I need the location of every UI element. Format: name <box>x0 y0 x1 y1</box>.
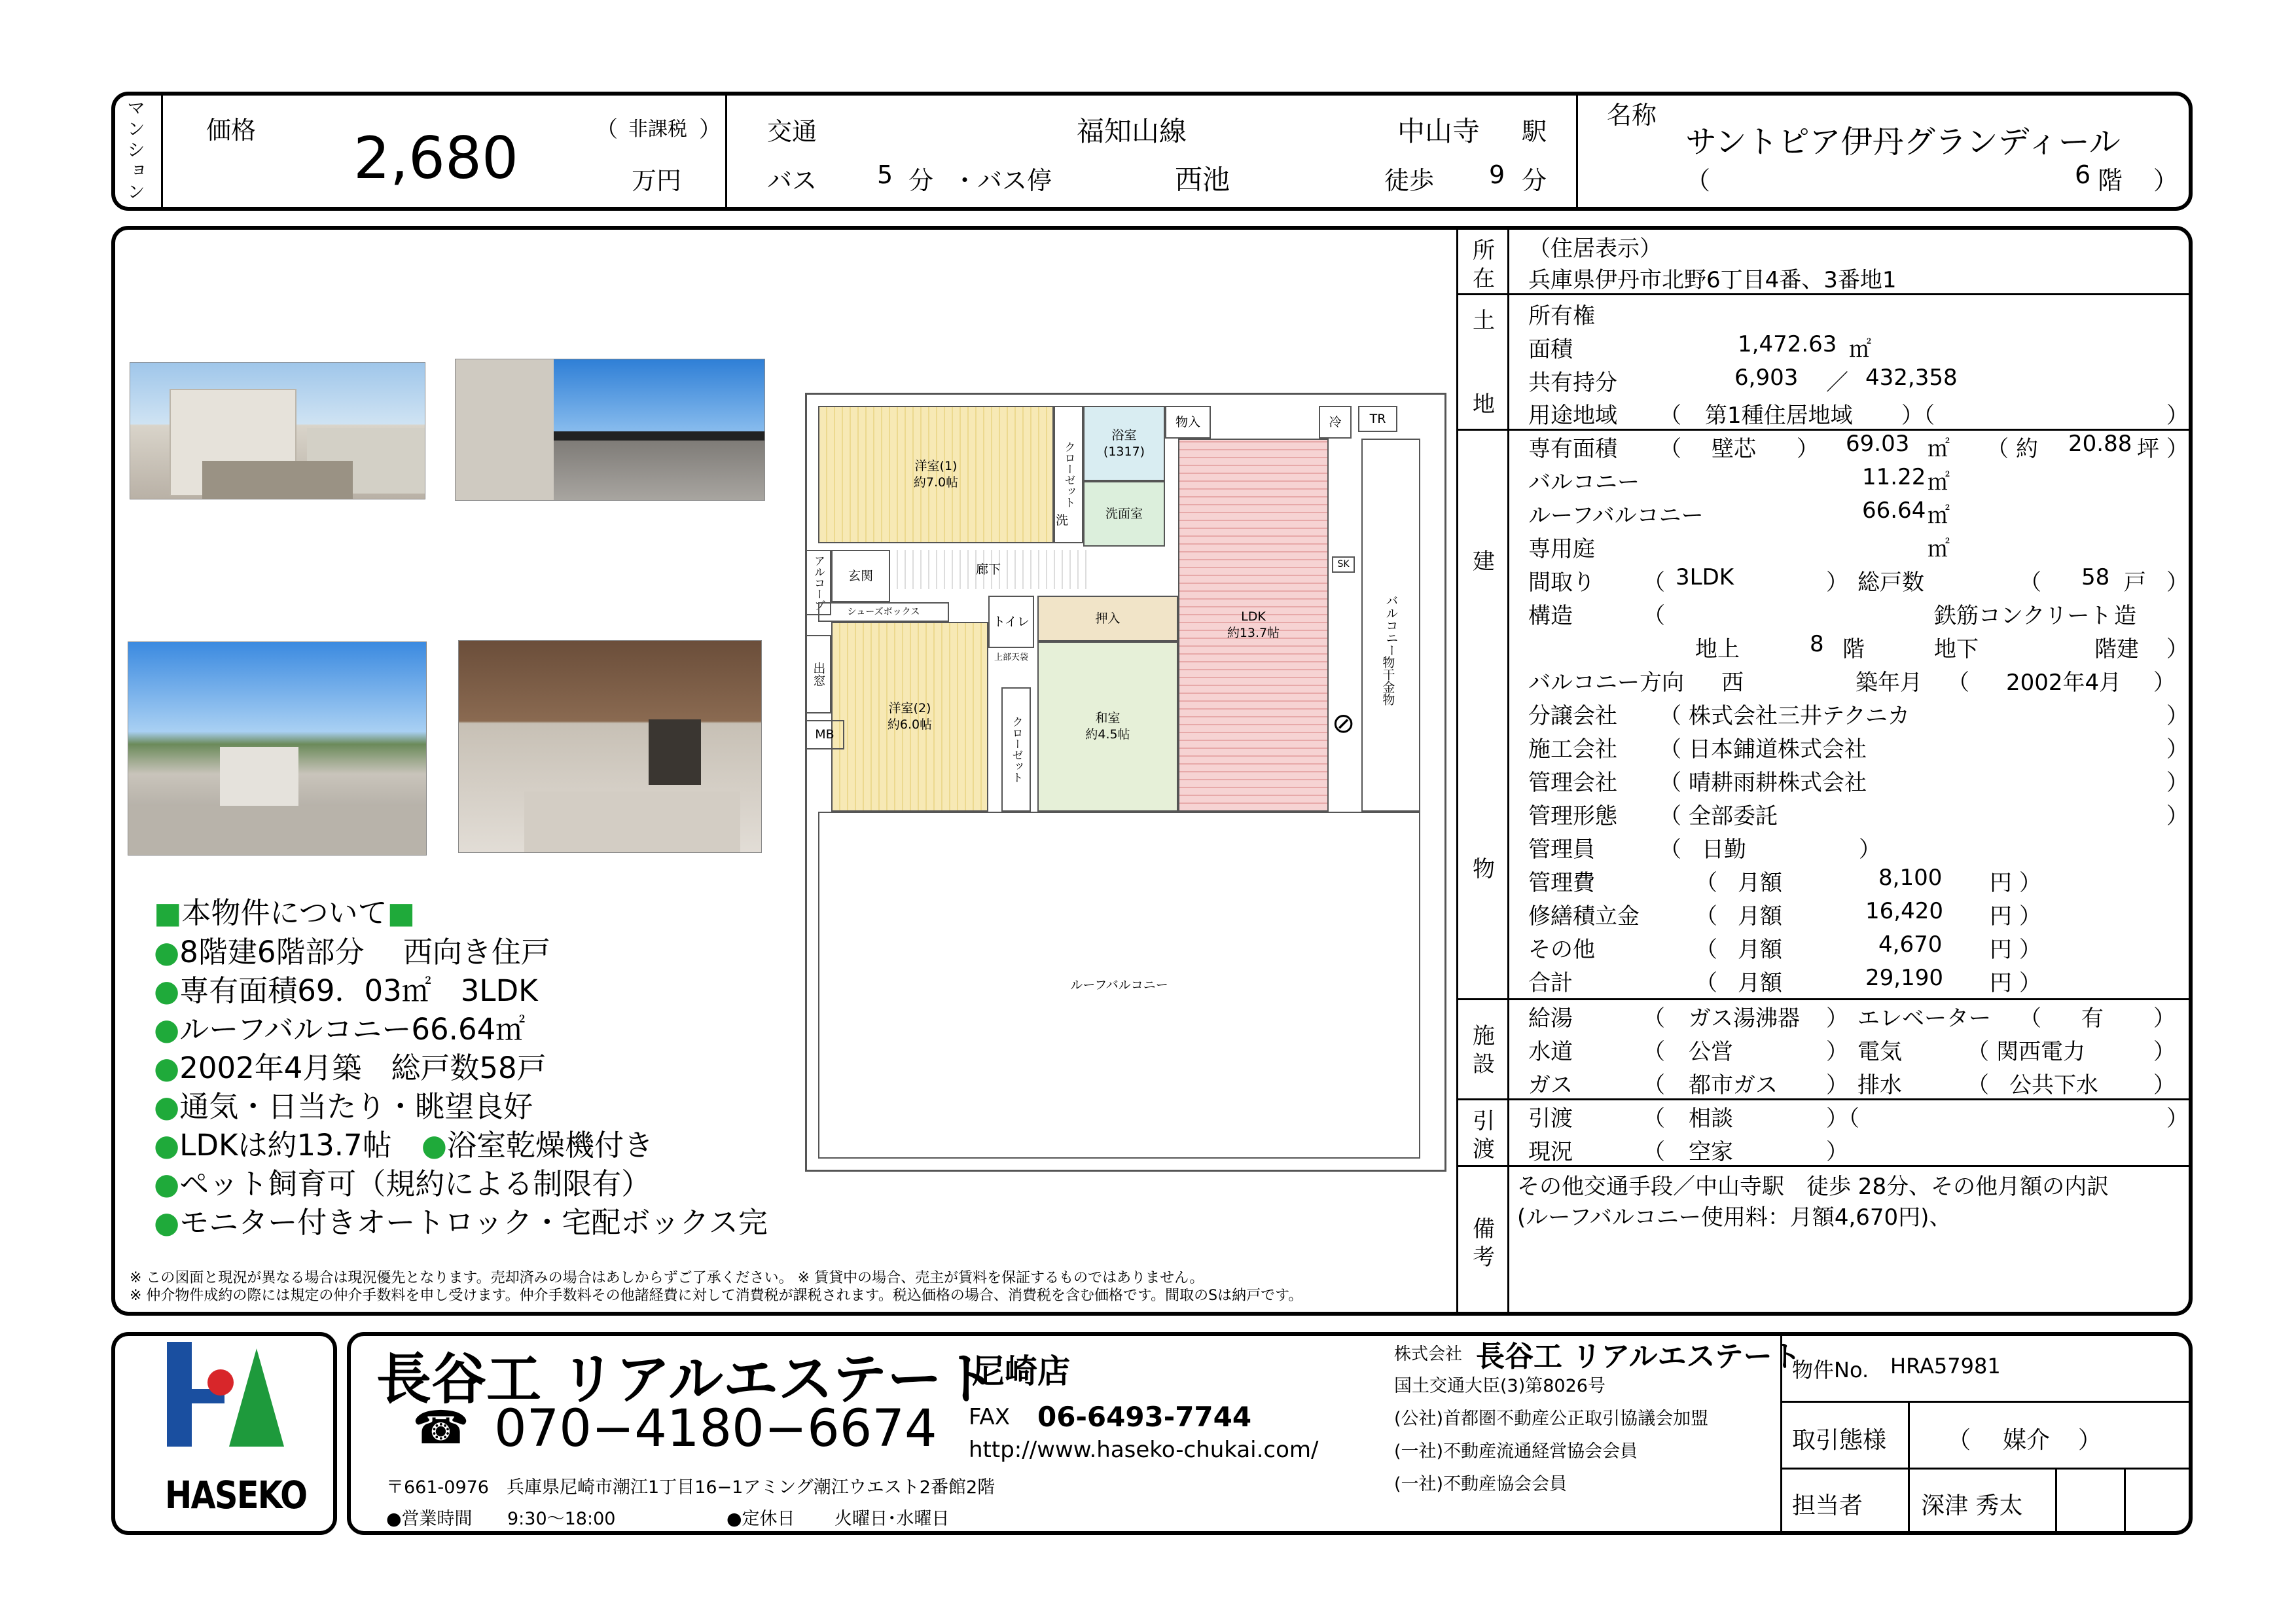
section-facility-label-1: 施 <box>1473 1023 1495 1049</box>
room-bath: 浴室 (1317) <box>1083 406 1165 481</box>
handover-label: 引渡 <box>1528 1106 1573 1132</box>
exclusive-method: 壁芯 <box>1712 436 1756 462</box>
land-share-sep: ／ <box>1826 370 1848 396</box>
room-tr: TR <box>1358 406 1397 432</box>
feature-item: ●8階建6階部分 西向き住戸 <box>154 935 550 969</box>
holiday-value: 火曜日･水曜日 <box>834 1509 950 1529</box>
room-western-2: 洋室(2) 約6.0帖 <box>831 622 988 812</box>
units-value: 58 <box>2081 564 2110 590</box>
category-vertical: マンション <box>124 98 146 203</box>
agency-address: 〒661-0976 兵庫県尼崎市潮江1丁目16−1アミング潮江ウエスト2番館2階 <box>386 1477 996 1498</box>
staff-value: 日勤 <box>1702 837 1746 863</box>
exclusive-area-unit: ㎡ <box>1928 436 1950 462</box>
fee-amount: 16,420 <box>1865 898 1943 924</box>
water-label: 水道 <box>1528 1039 1573 1065</box>
station-name: 中山寺 <box>1397 115 1480 147</box>
room-bay-window: 出窓 <box>805 635 831 713</box>
website-link[interactable]: http://www.haseko-chukai.com/ <box>969 1437 1319 1463</box>
hot-water-label: 給湯 <box>1528 1005 1573 1032</box>
room-toilet: トイレ <box>988 596 1034 648</box>
room-shoebox: シューズボックス <box>818 602 949 622</box>
disclaimer-note-1: ※ この図面と現況が異なる場合は現況優先となります。売却済みの場合はあしからずご了承ください。 ※ 賃貸中の場合、売主が賃料を保証するものではありません。 <box>130 1270 1204 1286</box>
manager-value: 晴耕雨耕株式会社 <box>1689 770 1867 796</box>
orientation-value: 西 <box>1721 670 1744 696</box>
photo-entrance <box>458 640 762 853</box>
disclaimer-note-2: ※ 仲介物件成約の際には規定の仲介手数料を申し受けます。仲介手数料その他諸経費に対して消費税が課税されます。税込価格の場合、消費税を含む価格です。間取のSは納戸です。 <box>130 1288 1303 1304</box>
fee-label: その他 <box>1528 937 1595 963</box>
license-number: 国土交通大臣(3)第8026号 <box>1394 1376 1605 1396</box>
roof-balcony-area: 66.64 <box>1862 497 1926 524</box>
walk-minutes-unit: 分 <box>1522 166 1547 195</box>
elevator-value: 有 <box>2081 1005 2104 1032</box>
land-share-den: 432,358 <box>1865 365 1958 391</box>
property-name: サントピア伊丹グランディール <box>1685 124 2121 160</box>
association-2: (一社)不動産流通経営協会会員 <box>1394 1441 1638 1462</box>
floor-paren-close: ） <box>2153 166 2179 195</box>
compass-icon: ⊘ <box>1332 707 1355 739</box>
room-oshiire: 押入 <box>1037 596 1178 641</box>
room-ldk: LDK 約13.7帖 <box>1178 439 1329 812</box>
fee-amount: 8,100 <box>1878 865 1943 891</box>
seller-label: 分譲会社 <box>1528 703 1617 729</box>
drain-label: 排水 <box>1857 1072 1902 1098</box>
section-land-label-1: 土 <box>1473 308 1495 334</box>
floor-plan <box>805 393 1446 1172</box>
bus-minutes: 5 <box>877 160 893 189</box>
land-share-num: 6,903 <box>1734 365 1799 391</box>
layout-value: 3LDK <box>1676 564 1734 590</box>
phone-number: 070−4180−6674 <box>494 1399 937 1458</box>
land-area: 1,472.63 <box>1738 331 1837 357</box>
deal-type-label: 取引態様 <box>1792 1427 1887 1454</box>
section-land-label-2: 地 <box>1473 391 1495 418</box>
feature-title: 本物件について <box>181 895 387 930</box>
location-display-label: （住居表示） <box>1528 236 1662 262</box>
price-unit: 万円 <box>632 166 682 195</box>
garden-label: 専用庭 <box>1528 536 1595 562</box>
corp-name: 長谷工 リアルエステート <box>1476 1340 1801 1373</box>
section-building-label-1: 建 <box>1473 549 1495 575</box>
tax-paren-open: （ <box>596 117 618 143</box>
room-closet-1: クローゼット <box>1054 406 1083 543</box>
holiday-label: ●定休日 <box>726 1509 795 1529</box>
bus-label: バス <box>767 166 817 195</box>
feature-title-marker-left: ■ <box>154 895 182 930</box>
tax-note: 非課税 <box>628 118 687 141</box>
room-alcove: アルコーブ <box>805 550 831 615</box>
feature-item: ●専有面積69．03㎡ 3LDK <box>154 973 538 1008</box>
section-handover-label-2: 渡 <box>1473 1136 1495 1163</box>
floor-paren-open: （ <box>1685 166 1711 195</box>
drain-value: 公共下水 <box>2009 1072 2098 1098</box>
balcony-label: バルコニー <box>1528 469 1640 496</box>
price-label: 価格 <box>206 116 257 145</box>
bus-stop-label: ・バス停 <box>952 166 1052 195</box>
property-no-value: HRA57981 <box>1890 1354 2001 1379</box>
fax-label: FAX <box>969 1404 1010 1430</box>
tsubo-about: 約 <box>2016 436 2038 462</box>
tsubo-value: 20.88 <box>2068 431 2132 457</box>
units-label: 総戸数 <box>1857 569 1924 596</box>
section-location-label-1: 所 <box>1473 238 1495 264</box>
room-roof-balcony: ルーフバルコニー <box>818 812 1420 1159</box>
section-remarks-label-2: 考 <box>1473 1244 1495 1271</box>
above-ground-label: 地上 <box>1695 636 1740 662</box>
fee-unit: 円 <box>1990 903 2012 929</box>
room-entrance: 玄関 <box>831 550 890 602</box>
section-location-label-2: 在 <box>1473 266 1495 292</box>
orientation-label: バルコニー方向 <box>1528 670 1684 696</box>
fee-period: 月額 <box>1738 870 1782 896</box>
deal-paren-open: （ <box>1947 1427 1971 1454</box>
layout-label: 間取り <box>1528 569 1595 596</box>
balcony-area-unit: ㎡ <box>1928 469 1950 496</box>
fee-label: 管理費 <box>1528 870 1595 896</box>
land-area-label: 面積 <box>1528 336 1573 363</box>
electric-value: 関西電力 <box>1996 1039 2085 1065</box>
built-value: 2002年4月 <box>2006 670 2122 696</box>
mgmt-form-value: 全部委託 <box>1689 803 1778 829</box>
land-zoning: 第1種住居地域 <box>1705 403 1853 429</box>
builder-label: 施工会社 <box>1528 736 1617 763</box>
fee-unit: 円 <box>1990 970 2012 996</box>
roof-balcony-area-unit: ㎡ <box>1928 503 1950 529</box>
below-ground-label: 地下 <box>1934 636 1979 662</box>
mgmt-form-label: 管理形態 <box>1528 803 1617 829</box>
haseko-logo <box>167 1342 285 1447</box>
room-closet-2: クローゼット <box>1001 687 1031 812</box>
photo-view <box>128 641 427 856</box>
walk-minutes: 9 <box>1489 160 1505 189</box>
floor-unit: 階 <box>2098 166 2123 195</box>
exclusive-area-label: 専有面積 <box>1528 436 1617 462</box>
section-building-label-2: 物 <box>1473 856 1495 882</box>
fee-unit: 円 <box>1990 870 2012 896</box>
garden-unit: ㎡ <box>1928 536 1950 562</box>
name-label: 名称 <box>1607 101 1657 130</box>
feature-item: ●ルーフバルコニー66.64㎡ <box>154 1012 526 1047</box>
room-washroom: 洗面室 <box>1083 481 1165 547</box>
room-storage: 物入 <box>1165 406 1211 439</box>
corp-prefix: 株式会社 <box>1394 1344 1463 1364</box>
property-no-label: 物件No. <box>1792 1358 1869 1382</box>
remarks-line-2: (ルーフバルコニー使用料：月額4,670円)、 <box>1517 1204 1952 1231</box>
location-address: 兵庫県伊丹市北野6丁目4番、3番地1 <box>1528 267 1897 293</box>
exclusive-area: 69.03 <box>1846 431 1910 457</box>
room-mb: MB <box>805 720 844 749</box>
fee-amount: 29,190 <box>1865 965 1943 991</box>
room-hallway: 廊下 <box>890 550 1086 589</box>
staff-label: 管理員 <box>1528 837 1595 863</box>
hours-label: ●営業時間 <box>386 1509 473 1529</box>
fax-number: 06-6493-7744 <box>1037 1401 1252 1433</box>
balcony-area: 11.22 <box>1862 464 1926 490</box>
hot-water-value: ガス湯沸器 <box>1689 1005 1800 1032</box>
room-sk: SK <box>1332 556 1355 573</box>
feature-item: ●通気・日当たり・眺望良好 <box>154 1089 533 1124</box>
room-washitsu: 和室 約4.5帖 <box>1037 641 1178 812</box>
branch-name: 尼崎店 <box>972 1352 1070 1390</box>
gas-value: 都市ガス <box>1689 1072 1778 1098</box>
land-rights: 所有権 <box>1528 303 1595 329</box>
electric-label: 電気 <box>1857 1039 1902 1065</box>
roof-balcony-label: ルーフバルコニー <box>1528 503 1704 529</box>
remarks-line-1: その他交通手段／中山寺駅 徒歩 28分、その他月額の内訳 <box>1517 1174 2109 1200</box>
structure-suffix: 造 <box>2114 603 2136 629</box>
feature-title-marker-right: ■ <box>387 895 416 930</box>
elevator-label: エレベーター <box>1857 1005 1991 1032</box>
bus-stop-name: 西池 <box>1175 164 1230 196</box>
floor-number: 6 <box>2075 160 2091 189</box>
room-wash: 洗 <box>1055 513 1068 528</box>
units-unit: 戸 <box>2124 569 2146 596</box>
feature-item: ●2002年4月築 総戸数58戸 <box>154 1051 547 1085</box>
built-label: 築年月 <box>1856 670 1922 696</box>
section-facility-label-2: 設 <box>1473 1051 1495 1077</box>
land-share-label: 共有持分 <box>1528 370 1617 396</box>
handover-value: 相談 <box>1689 1106 1733 1132</box>
room-laundry-hook: 物干金物 <box>1380 656 1395 706</box>
association-3: (一社)不動産協会会員 <box>1394 1474 1568 1494</box>
line-name: 福知山線 <box>1077 115 1187 147</box>
staff-name-label: 担当者 <box>1792 1492 1863 1519</box>
room-fridge: 冷 <box>1319 406 1352 439</box>
fee-unit: 円 <box>1990 937 2012 963</box>
above-ground-unit: 階 <box>1842 636 1865 662</box>
transport-label: 交通 <box>767 117 817 146</box>
seller-value: 株式会社三井テクニカ <box>1689 703 1910 729</box>
gas-label: ガス <box>1528 1072 1573 1098</box>
status-value: 空家 <box>1689 1139 1733 1165</box>
structure-value: 鉄筋コンクリート <box>1934 603 2112 629</box>
manager-label: 管理会社 <box>1528 770 1617 796</box>
phone-icon: ☎ <box>412 1401 470 1454</box>
haseko-logo-text: HASEKO <box>165 1473 307 1517</box>
deal-type-value: 媒介 <box>2003 1427 2051 1454</box>
below-ground-suffix: 階建 <box>2094 636 2139 662</box>
status-label: 現況 <box>1528 1139 1573 1165</box>
fee-label: 修繕積立金 <box>1528 903 1640 929</box>
section-handover-label-1: 引 <box>1473 1108 1495 1134</box>
price-value: 2,680 <box>353 124 518 192</box>
room-upper-storage: 上部天袋 <box>994 652 1028 662</box>
tsubo-unit: 坪 <box>2137 436 2159 462</box>
station-suffix: 駅 <box>1522 117 1547 146</box>
room-western-1: 洋室(1) 約7.0帖 <box>818 406 1054 543</box>
fee-period: 月額 <box>1738 970 1782 996</box>
water-value: 公営 <box>1689 1039 1733 1065</box>
fee-label: 合計 <box>1528 970 1573 996</box>
section-remarks-label-1: 備 <box>1473 1216 1495 1242</box>
hours-value: 9:30〜18:00 <box>507 1509 616 1529</box>
company-name: 長谷工 リアルエステート <box>376 1347 997 1411</box>
fee-period: 月額 <box>1738 903 1782 929</box>
above-ground-floors: 8 <box>1810 631 1824 657</box>
photo-building-exterior <box>130 362 425 499</box>
builder-value: 日本鋪道株式会社 <box>1689 736 1867 763</box>
deal-paren-close: ） <box>2078 1427 2102 1454</box>
fee-amount: 4,670 <box>1878 931 1943 958</box>
feature-item: ●LDKは約13.7帖 ●浴室乾燥機付き <box>154 1128 653 1163</box>
bus-minutes-unit: 分 <box>908 166 934 195</box>
walk-label: 徒歩 <box>1384 166 1435 195</box>
fee-period: 月額 <box>1738 937 1782 963</box>
association-1: (公社)首都圏不動産公正取引協議会加盟 <box>1394 1409 1709 1429</box>
land-area-unit: ㎡ <box>1849 336 1871 363</box>
land-zoning-label: 用途地域 <box>1528 403 1617 429</box>
feature-item: ●モニター付きオートロック・宅配ボックス完 <box>154 1205 768 1240</box>
photo-roof-balcony <box>455 359 765 501</box>
staff-name-value: 深津 秀太 <box>1921 1492 2023 1519</box>
structure-label: 構造 <box>1528 603 1573 629</box>
feature-item: ●ペット飼育可（規約による制限有） <box>154 1166 651 1201</box>
room-balcony: バルコニー <box>1361 439 1420 812</box>
tax-paren-close: ） <box>699 117 721 143</box>
